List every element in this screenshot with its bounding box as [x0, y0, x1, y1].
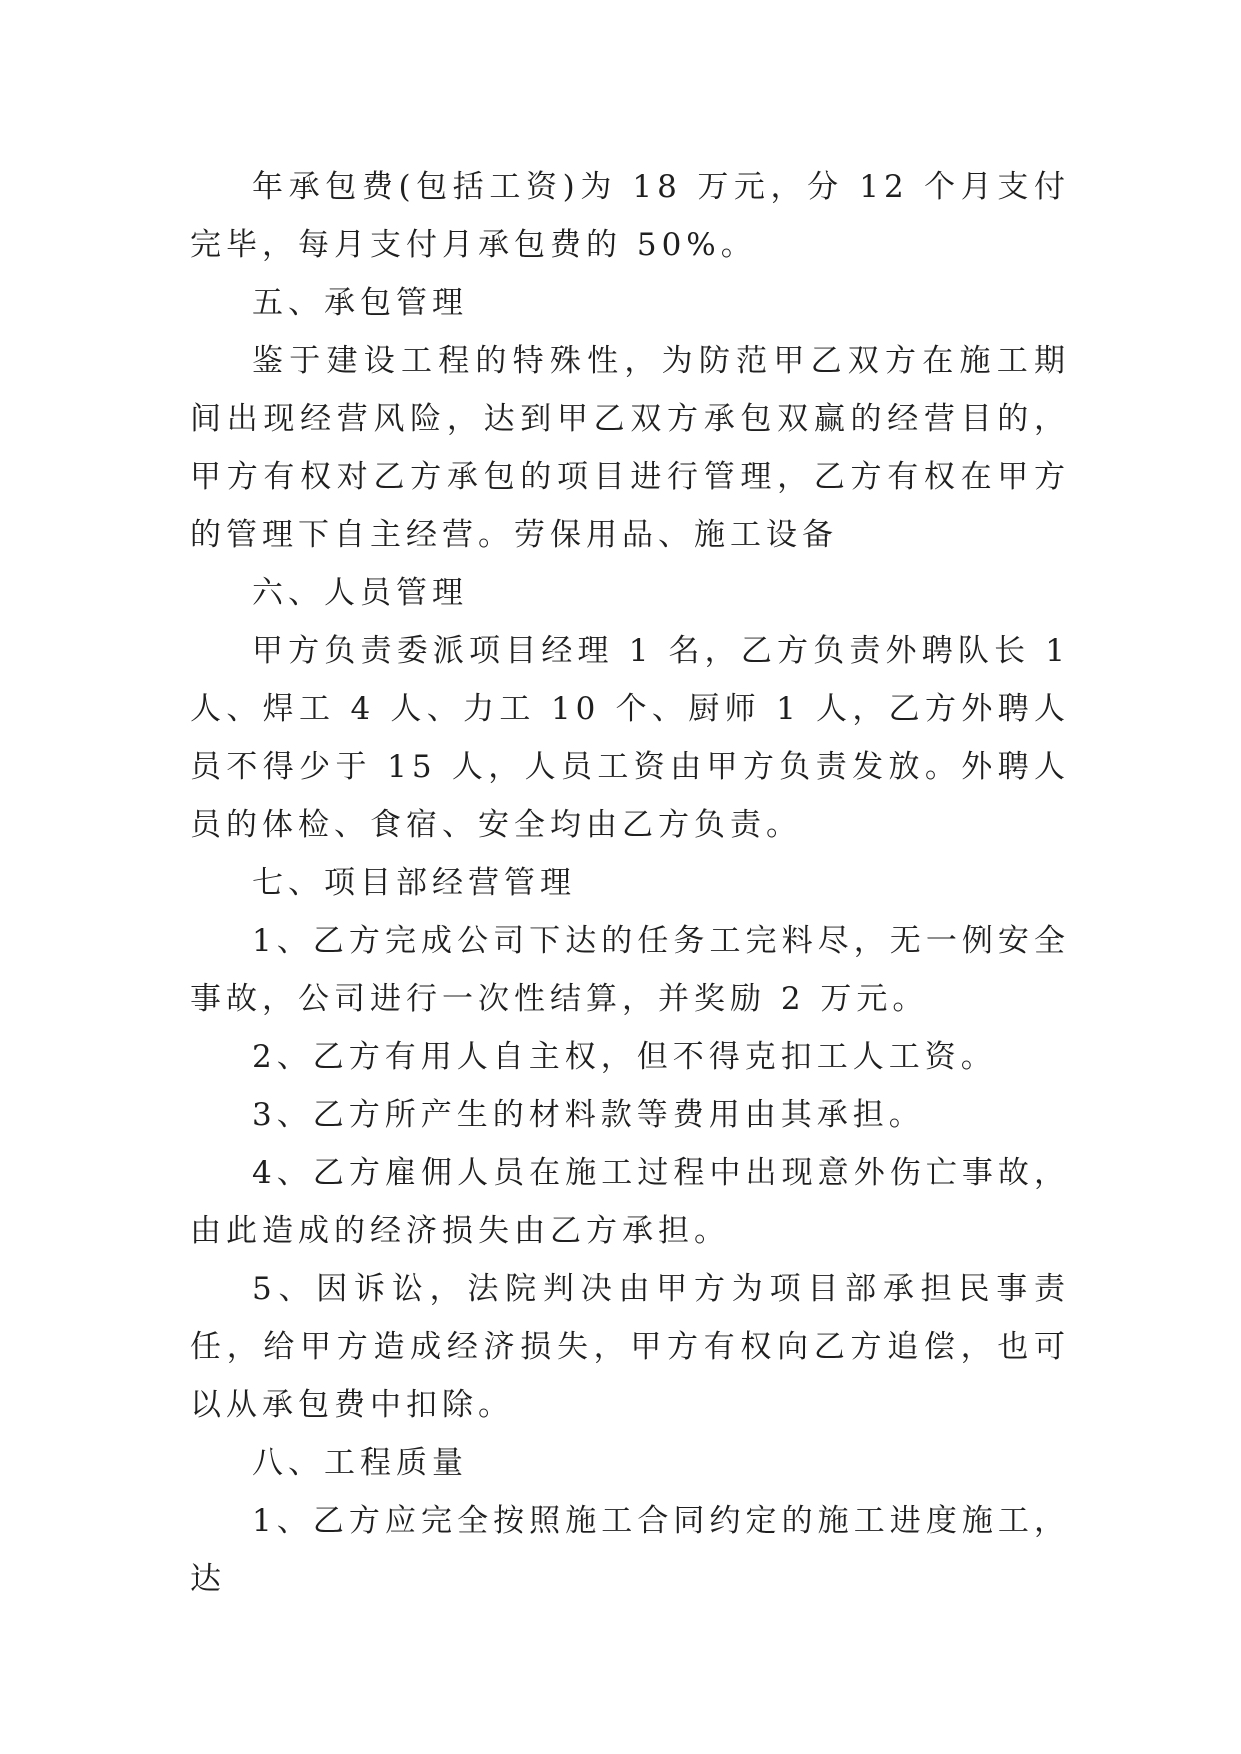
- section-heading-personnel-management: 六、人员管理: [252, 575, 468, 611]
- document-body: [190, 158, 1070, 1608]
- paragraph-operations-item-4: 4、乙方雇佣人员在施工过程中出现意外伤亡事故，由此造成的经济损失由乙方承担。: [190, 1155, 1070, 1249]
- paragraph-contract-management: 鉴于建设工程的特殊性，为防范甲乙双方在施工期间出现经营风险，达到甲乙双方承包双赢的经营目的，甲方有权对乙方承包的项目进行管理，乙方有权在甲方的管理下自主经营。劳保用品、施工设备: [190, 343, 1070, 553]
- paragraph-quality-item-1: 1、乙方应完全按照施工合同约定的施工进度施工，达: [190, 1503, 1070, 1597]
- section-heading-project-operations: 七、项目部经营管理: [252, 865, 576, 901]
- section-heading-project-quality: 八、工程质量: [252, 1445, 468, 1481]
- section-heading-contract-management: 五、承包管理: [252, 285, 468, 321]
- paragraph-operations-item-5: 5、因诉讼，法院判决由甲方为项目部承担民事责任，给甲方造成经济损失，甲方有权向乙方追偿，也可以从承包费中扣除。: [190, 1271, 1070, 1423]
- paragraph-personnel-management: 甲方负责委派项目经理 1 名，乙方负责外聘队长 1 人、焊工 4 人、力工 10 个、厨师 1 人，乙方外聘人员不得少于 15 人，人员工资由甲方负责发放。外聘人员的体检、食宿、安全均由乙方负责。: [190, 633, 1070, 843]
- paragraph-operations-item-2: 2、乙方有用人自主权，但不得克扣工人工资。: [252, 1039, 997, 1075]
- paragraph-contract-fee: 年承包费(包括工资)为 18 万元，分 12 个月支付完毕，每月支付月承包费的 50%。: [190, 169, 1070, 263]
- paragraph-operations-item-3: 3、乙方所产生的材料款等费用由其承担。: [252, 1097, 925, 1133]
- paragraph-operations-item-1: 1、乙方完成公司下达的任务工完料尽，无一例安全事故，公司进行一次性结算，并奖励 2 万元。: [190, 923, 1070, 1017]
